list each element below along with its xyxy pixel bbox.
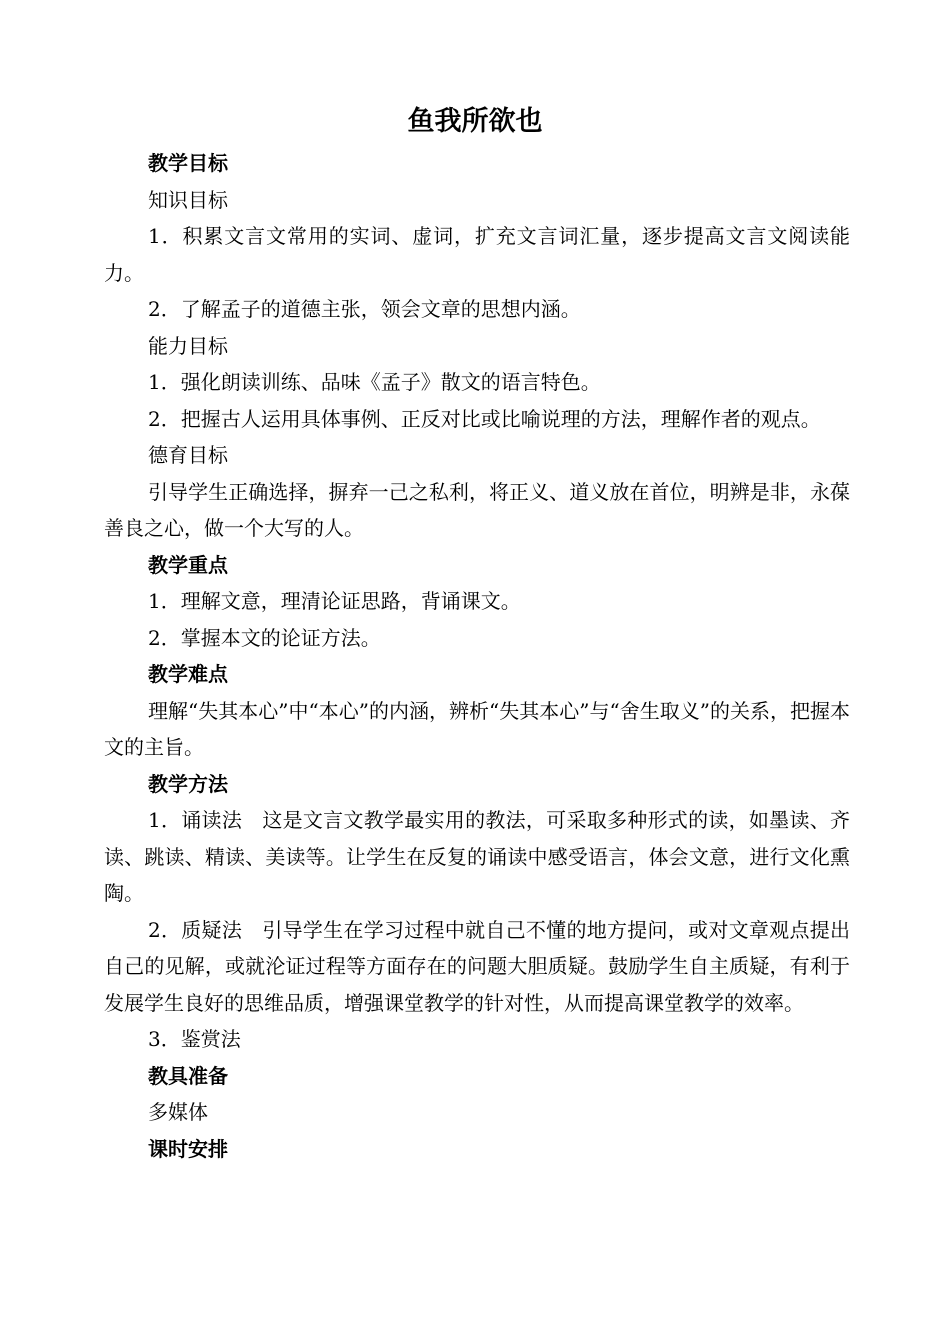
section-heading-schedule: 课时安排 [148, 1136, 228, 1161]
paragraph: 引导学生正确选择，摒弃一己之私利，将正义、道义放在首位，明辨是非，永葆善良之心，做一个大写的人。 [104, 479, 850, 540]
section-heading-teaching-methods: 教学方法 [148, 771, 228, 796]
paragraph: 1．诵读法 这是文言文教学最实用的教法，可采取多种形式的读，如墨读、齐读、跳读、精读、美读等。让学生在反复的诵读中感受语言，体会文意，进行文化熏陶。 [104, 808, 850, 905]
section-heading-teaching-goals: 教学目标 [148, 151, 228, 175]
paragraph: 2．了解孟子的道德主张，领会文章的思想内涵。 [148, 297, 581, 321]
subheading-ability-goals: 能力目标 [148, 333, 228, 358]
subheading-knowledge-goals: 知识目标 [148, 187, 228, 212]
document-title: 鱼我所欲也 [407, 106, 543, 137]
paragraph: 多媒体 [148, 1100, 208, 1124]
paragraph: 2．把握古人运用具体事例、正反对比或比喻说理的方法，理解作者的观点。 [148, 406, 821, 431]
document-body [104, 145, 850, 1167]
paragraph: 1．强化朗读训练、品味《孟子》散文的语言特色。 [148, 370, 601, 394]
paragraph: 2．掌握本文的论证方法。 [148, 625, 381, 650]
section-heading-key-points: 教学重点 [148, 552, 228, 577]
paragraph: 1．理解文意，理清论证思路，背诵课文。 [148, 589, 521, 613]
subheading-moral-goals: 德育目标 [148, 443, 228, 467]
paragraph: 3．鉴赏法 [148, 1027, 241, 1051]
paragraph: 1．积累文言文常用的实词、虚词，扩充文言词汇量，逐步提高文言文阅读能力。 [104, 224, 850, 285]
paragraph: 理解“失其本心”中“本心”的内涵，辨析“失其本心”与“舍生取义”的关系，把握本文的主旨。 [104, 698, 850, 759]
section-heading-teaching-aids: 教具准备 [148, 1063, 228, 1088]
section-heading-difficulties: 教学难点 [148, 662, 228, 686]
paragraph: 2．质疑法 引导学生在学习过程中就自己不懂的地方提问，或对文章观点提出自己的见解，或就沦证过程等方面存在的问题大胆质疑。鼓励学生自主质疑，有利于发展学生良好的思维品质，增强课堂教学的针对性，从而提高课堂教学的效率。 [104, 917, 850, 1015]
